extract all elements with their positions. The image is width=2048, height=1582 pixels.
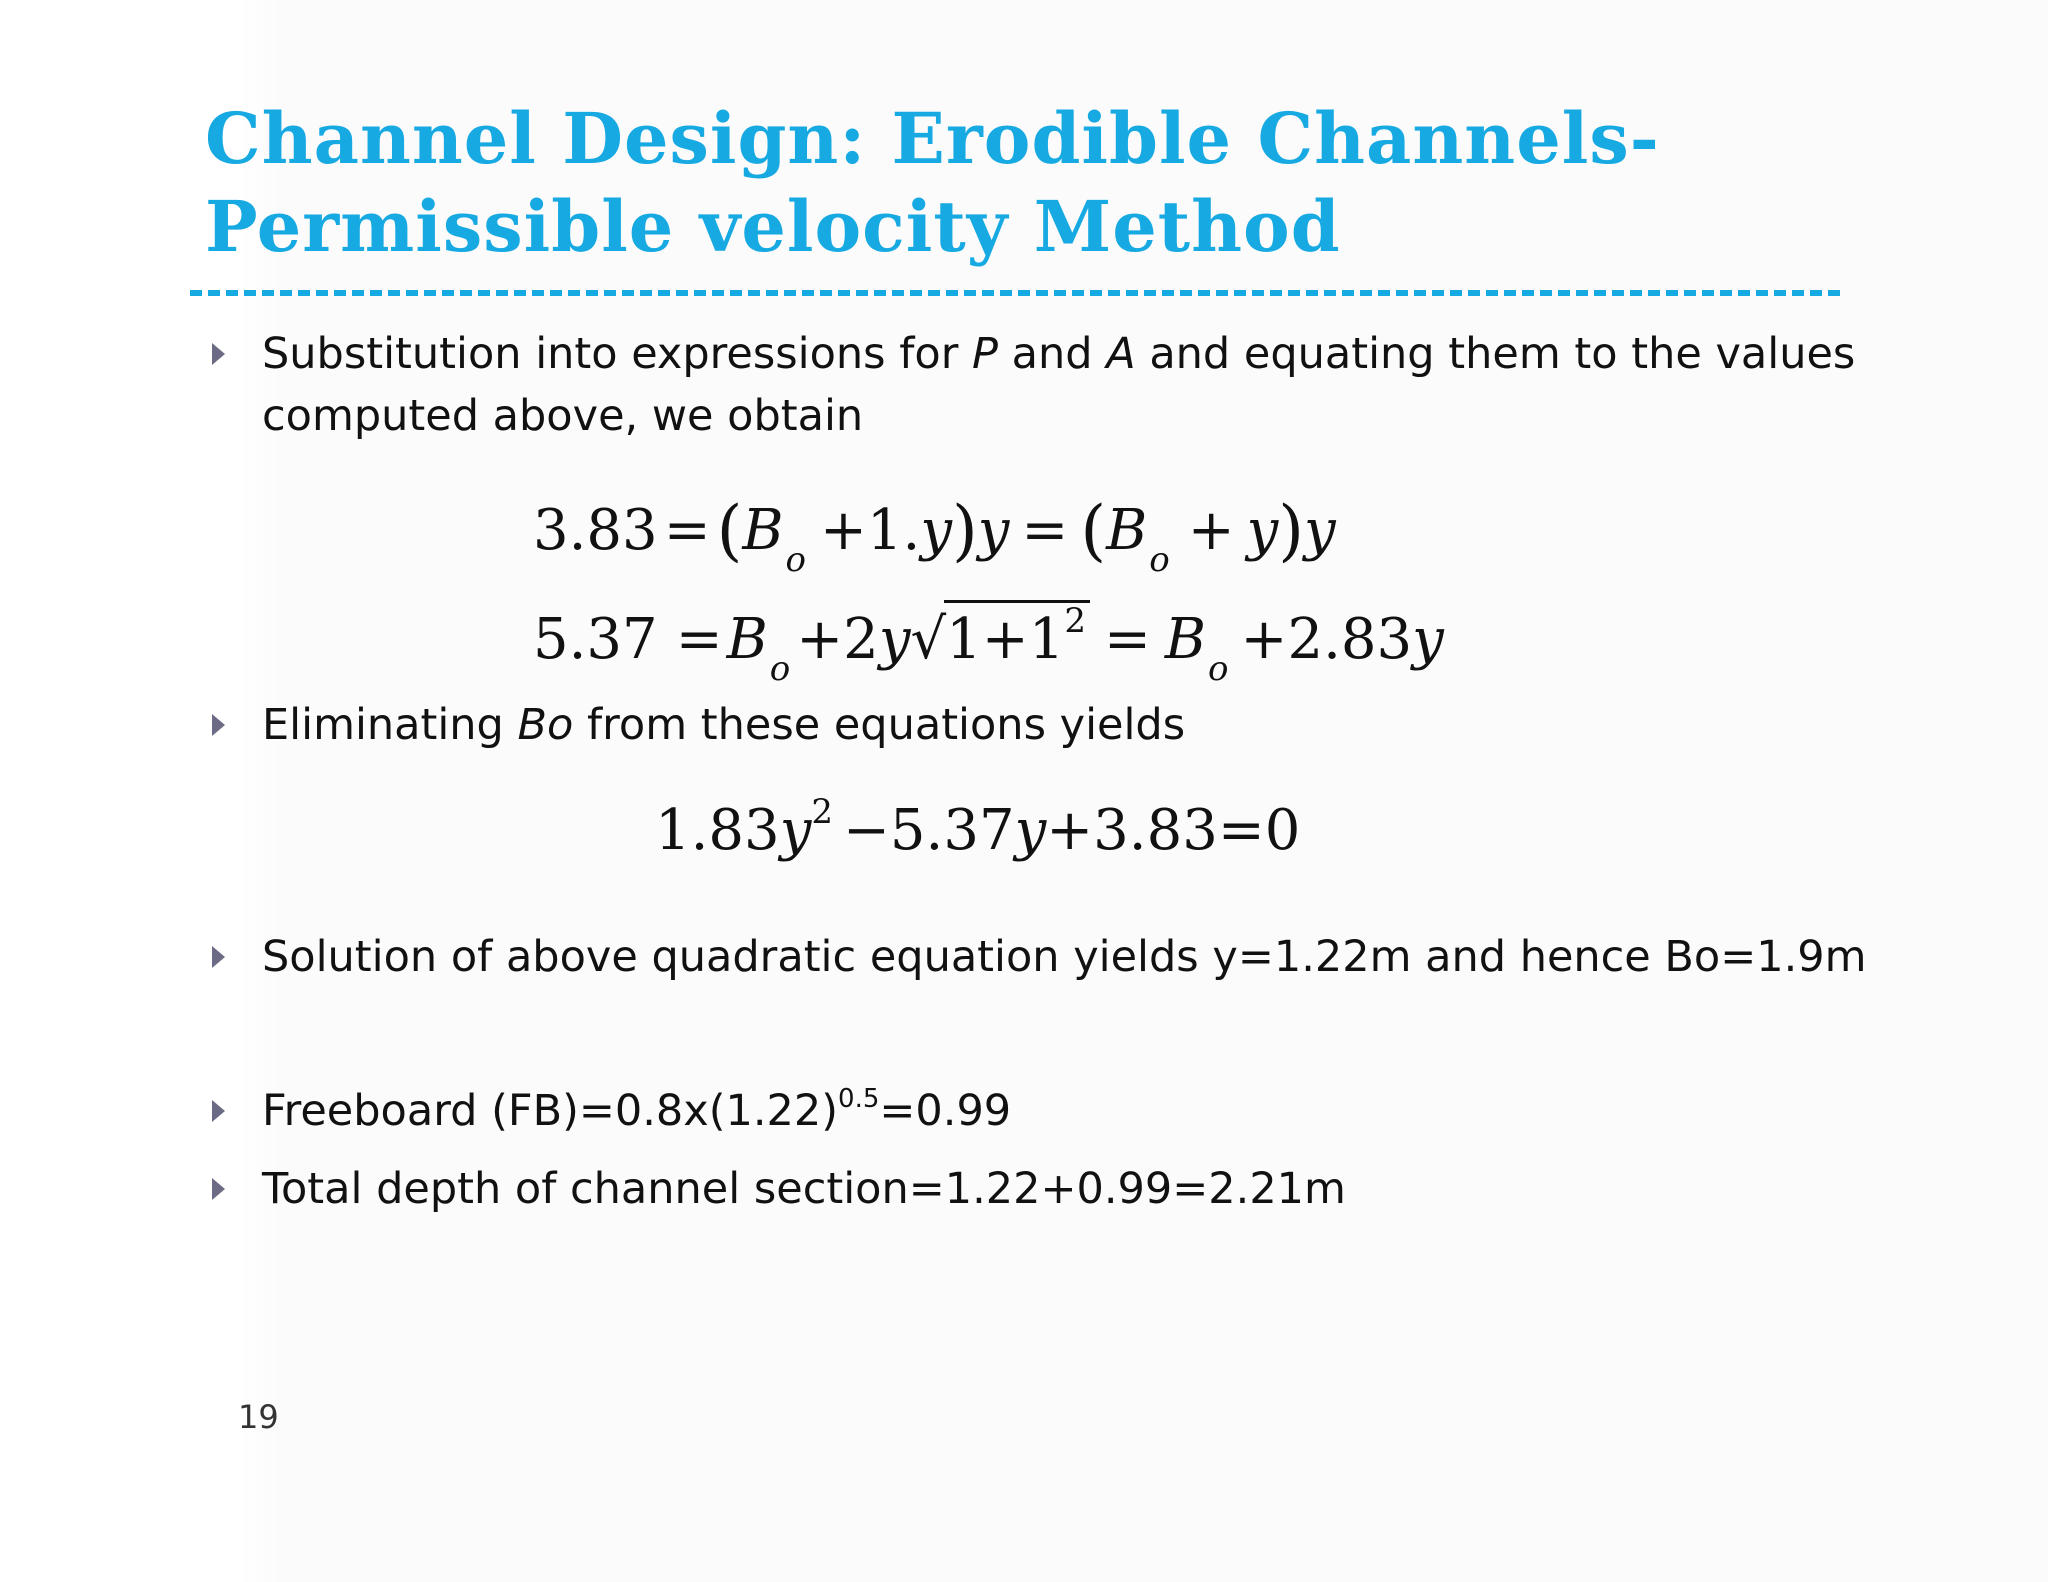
var-y: y bbox=[1304, 498, 1336, 563]
eq-term: 1.83 bbox=[655, 798, 780, 863]
superscript: 0.5 bbox=[838, 1084, 880, 1114]
text-run: from these equations yields bbox=[573, 700, 1186, 750]
text-run: and bbox=[997, 329, 1107, 379]
eq-term: 3.83 bbox=[533, 498, 658, 563]
eq-term: 5.37 bbox=[533, 607, 658, 672]
equation-1 bbox=[533, 488, 1336, 580]
var-p: P bbox=[972, 329, 998, 379]
text-run: Freeboard (FB)=0.8x(1.22) bbox=[262, 1086, 839, 1136]
eq-sign: = bbox=[1021, 498, 1069, 563]
eq-sign: = bbox=[1103, 607, 1151, 672]
slide-title bbox=[205, 95, 1660, 271]
var-bo: Bo bbox=[517, 700, 574, 750]
superscript: 2 bbox=[811, 792, 833, 832]
equation-2 bbox=[533, 600, 1444, 689]
text-run: Eliminating bbox=[262, 700, 518, 750]
var-b: B bbox=[742, 498, 784, 563]
subscript: o bbox=[1149, 540, 1170, 580]
var-y: y bbox=[779, 798, 812, 863]
paren: ( bbox=[716, 492, 743, 569]
subscript: o bbox=[1208, 649, 1229, 689]
title-line-1: Channel Design: Erodible Channels- bbox=[205, 97, 1660, 180]
text-run: Substitution into expressions for bbox=[262, 329, 973, 379]
eq-term: −5.37 bbox=[842, 798, 1015, 863]
bullet-freeboard bbox=[262, 1080, 1011, 1142]
eq-term: +3.83=0 bbox=[1046, 798, 1301, 863]
page-number: 19 bbox=[238, 1398, 279, 1436]
eq-term: +2.83 bbox=[1240, 607, 1413, 672]
superscript: 2 bbox=[1064, 601, 1086, 641]
var-y: y bbox=[977, 498, 1010, 563]
title-divider bbox=[190, 290, 1840, 296]
bullet-total-depth: Total depth of channel section=1.22+0.99=2.21m bbox=[262, 1164, 1346, 1214]
sqrt-icon: $√1+1^2$ bbox=[910, 600, 1090, 672]
bullet-substitution bbox=[262, 323, 1855, 385]
var-y: y bbox=[920, 498, 952, 563]
bullet-solution: Solution of above quadratic equation yields y=1.22m and hence Bo=1.9m bbox=[262, 932, 1867, 982]
var-b: B bbox=[1164, 607, 1207, 672]
eq-sign: + bbox=[1187, 498, 1235, 563]
paren: ( bbox=[1080, 492, 1107, 569]
paren: ) bbox=[952, 492, 978, 569]
bullet-marker-icon bbox=[212, 714, 225, 736]
title-line-2: Permissible velocity Method bbox=[205, 185, 1341, 268]
bullet-marker-icon bbox=[212, 1178, 225, 1200]
var-b: B bbox=[726, 607, 768, 672]
var-y: y bbox=[1014, 798, 1047, 863]
eq-term: +1. bbox=[820, 498, 921, 563]
sqrt-content: 1+1 bbox=[946, 607, 1065, 672]
bullet-marker-icon bbox=[212, 1100, 225, 1122]
var-y: y bbox=[1246, 498, 1279, 563]
equation-3 bbox=[655, 792, 1301, 863]
text-run: =0.99 bbox=[879, 1086, 1012, 1136]
subscript: o bbox=[769, 649, 791, 689]
var-b: B bbox=[1106, 498, 1148, 563]
eq-term: +2 bbox=[796, 607, 879, 672]
var-a: A bbox=[1106, 329, 1136, 379]
bullet-marker-icon bbox=[212, 343, 225, 365]
bullet-substitution-line-2: computed above, we obtain bbox=[262, 391, 864, 441]
var-y: y bbox=[878, 607, 911, 672]
bullet-eliminating bbox=[262, 694, 1185, 756]
subscript: o bbox=[785, 540, 806, 580]
paren: ) bbox=[1278, 492, 1305, 569]
eq-sign: = bbox=[663, 498, 711, 563]
bullet-marker-icon bbox=[212, 946, 225, 968]
var-y: y bbox=[1412, 607, 1444, 672]
eq-sign: = bbox=[675, 607, 723, 672]
text-run: and equating them to the values bbox=[1135, 329, 1856, 379]
